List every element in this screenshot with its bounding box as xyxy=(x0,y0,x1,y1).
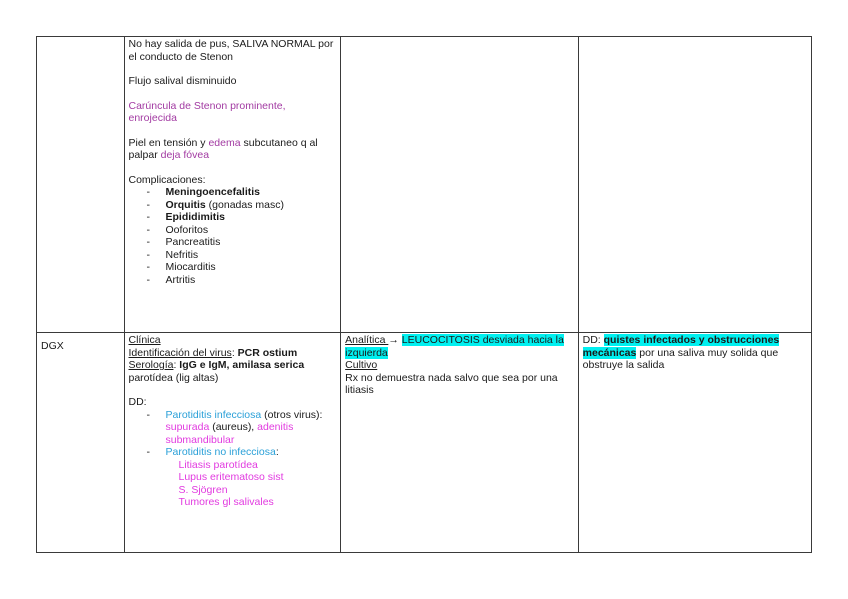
cell-r1-c3 xyxy=(341,37,578,333)
list-item: S. Sjögren xyxy=(178,483,228,496)
complicaciones-title: Complicaciones: xyxy=(128,173,206,186)
text-serologia: Serología: IgG e IgM, amilasa serica parotídea (lig altas) xyxy=(128,359,305,384)
list-item: Lupus eritematoso sist xyxy=(178,471,284,483)
text-no-pus: No hay salida de pus, SALIVA NORMAL por el conducto de Stenon xyxy=(128,38,334,63)
list-item: - Artritis xyxy=(129,274,337,287)
list-item: - Pancreatitis xyxy=(129,236,337,249)
list-item: - Miocarditis xyxy=(129,261,337,274)
no-infecciosa-sublist xyxy=(129,459,337,509)
cell-r2-c3 xyxy=(341,333,578,553)
list-item: Litiasis parotídea xyxy=(178,458,258,471)
list-item-infecciosa: - Parotiditis infecciosa (otros virus): supurada (aureus), adenitis submandibular xyxy=(129,409,337,447)
notes-table xyxy=(36,36,812,553)
text-cultivo: Cultivo xyxy=(345,359,378,371)
text-piel: Piel en tensión y edema subcutaneo q al palpar deja fóvea xyxy=(128,136,318,161)
list-item-no-infecciosa: - Parotiditis no infecciosa: xyxy=(129,446,337,459)
cell-r1-c2 xyxy=(124,37,341,333)
text-clinica: Clínica xyxy=(128,334,161,346)
text-caruncula: Carúncula de Stenon prominente, enrojecida xyxy=(128,99,286,124)
list-item: - Ooforitos xyxy=(129,224,337,237)
table-row-symptoms xyxy=(37,37,812,333)
arrow-right-icon: → xyxy=(388,334,399,346)
text-dd-quistes: DD: quistes infectados y obstrucciones mecánicas por una saliva muy solida que obstruye la salida xyxy=(582,334,780,371)
list-item: Tumores gl salivales xyxy=(178,496,274,508)
list-item: - Orquitis (gonadas masc) xyxy=(129,199,337,212)
dgx-label: DGX xyxy=(41,340,64,352)
text-identificacion: Identificación del virus: PCR ostium xyxy=(128,346,298,359)
text-dd: DD: xyxy=(128,396,147,408)
cell-r1-c4 xyxy=(578,37,811,333)
text-rx: Rx no demuestra nada salvo que sea por una litiasis xyxy=(345,371,558,396)
text-analitica: Analítica → LEUCOCITOSIS desviada hacia la izquierda xyxy=(345,334,564,359)
list-item: - Epididimitis xyxy=(129,211,337,224)
table-row-dgx xyxy=(37,333,812,553)
cell-r2-c2 xyxy=(124,333,341,553)
complicaciones-list xyxy=(129,186,337,286)
dd-list xyxy=(129,409,337,459)
cell-r2-c4 xyxy=(578,333,811,553)
cell-dgx-label xyxy=(37,333,125,553)
text-flujo: Flujo salival disminuido xyxy=(128,75,237,87)
cell-r1-c1 xyxy=(37,37,125,333)
list-item: - Nefritis xyxy=(129,249,337,262)
list-item: - Meningoencefalitis xyxy=(129,186,337,199)
